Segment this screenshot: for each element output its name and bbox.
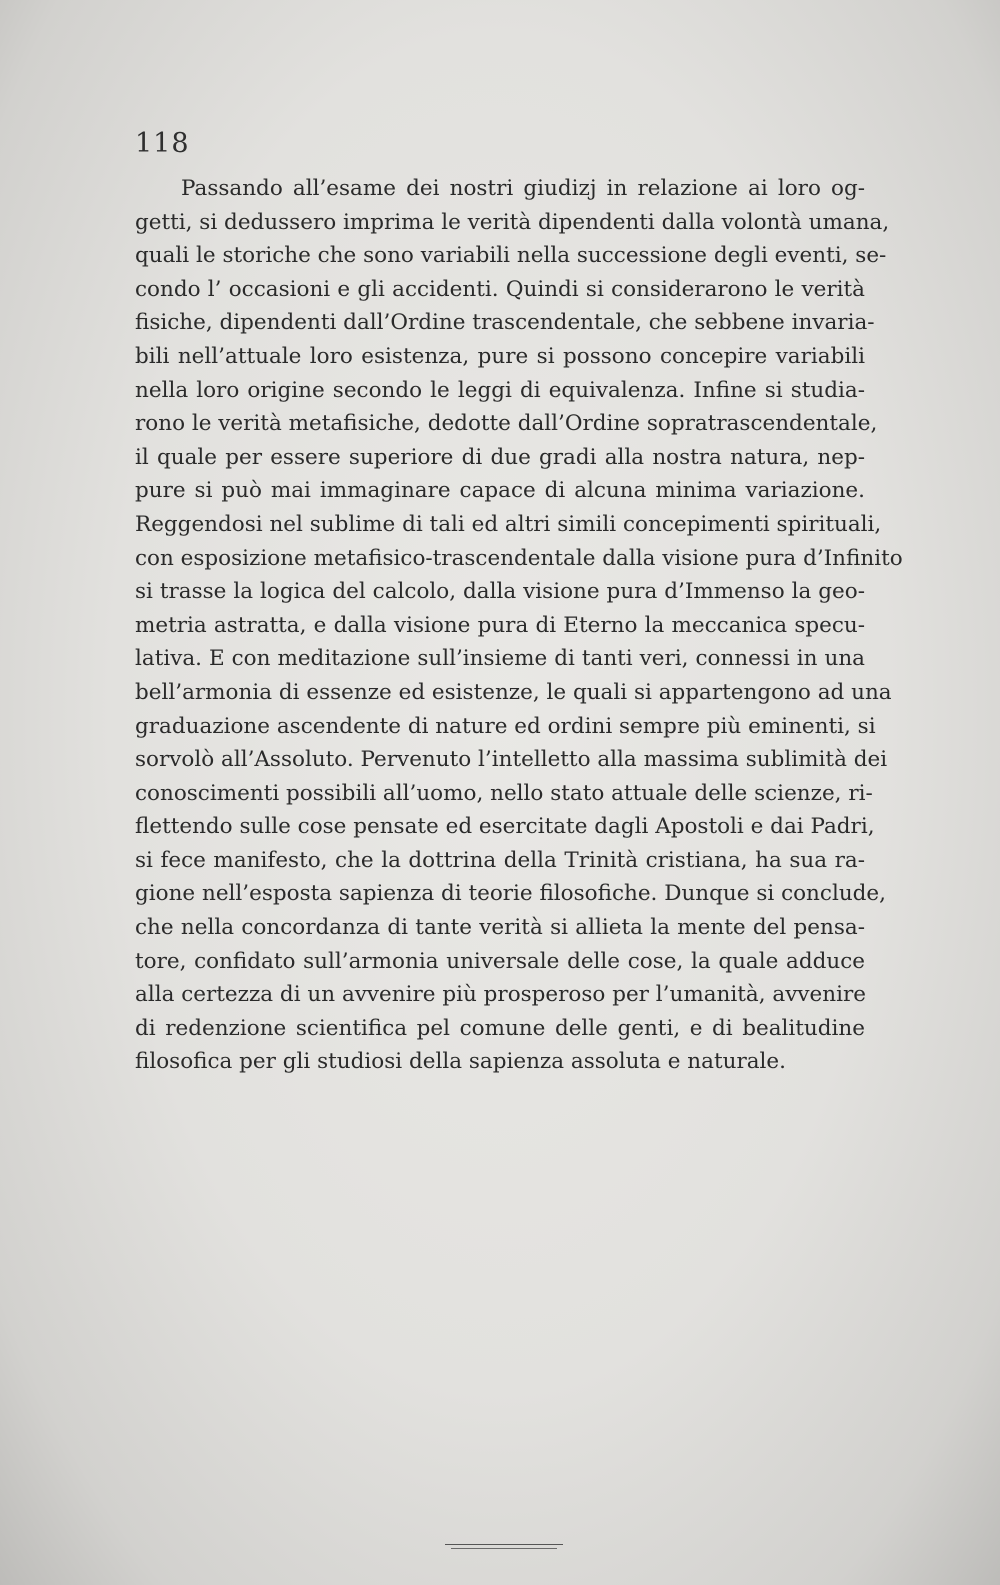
text-line: sorvolò all’Assoluto. Pervenuto l’intelletto alla massima sublimità dei xyxy=(135,747,888,773)
text-line: pure si può mai immaginare capace di alcuna minima variazione. xyxy=(135,478,865,504)
text-line: di redenzione scientifica pel comune delle genti, e di bealitudine xyxy=(135,1015,865,1041)
page-number: 118 xyxy=(135,128,190,159)
text-line: fisiche, dipendenti dall’Ordine trascendentale, che sebbene invaria- xyxy=(135,310,875,336)
text-line: tore, confidato sull’armonia universale delle cose, la quale adduce xyxy=(135,948,865,974)
section-end-rule xyxy=(445,1544,563,1545)
text-line: Passando all’esame dei nostri giudizj in relazione ai loro og- xyxy=(181,176,865,201)
text-line: nella loro origine secondo le leggi di equivalenza. Infine si studia- xyxy=(135,377,865,403)
text-line: condo l’ occasioni e gli accidenti. Quindi si considerarono le verità xyxy=(135,276,865,302)
text-line: bili nell’attuale loro esistenza, pure si possono concepire variabili xyxy=(135,343,865,369)
text-line: metria astratta, e dalla visione pura di Eterno la meccanica specu- xyxy=(135,612,865,638)
text-line: flettendo sulle cose pensate ed esercitate dagli Apostoli e dai Padri, xyxy=(135,814,875,840)
text-line: getti, si dedussero imprima le verità dipendenti dalla volontà umana, xyxy=(135,209,890,235)
text-line: bell’armonia di essenze ed esistenze, le quali si appartengono ad una xyxy=(135,679,892,705)
text-line: si trasse la logica del calcolo, dalla visione pura d’Immenso la geo- xyxy=(135,579,865,605)
text-line: graduazione ascendente di nature ed ordini sempre più eminenti, si xyxy=(135,713,876,739)
text-line: filosofica per gli studiosi della sapienza assoluta e naturale. xyxy=(135,1049,786,1075)
text-line: con esposizione metafisico-trascendentale dalla visione pura d’Infinito xyxy=(135,545,903,571)
text-line: rono le verità metafisiche, dedotte dall’Ordine sopratrascendentale, xyxy=(135,411,878,437)
text-line: conoscimenti possibili all’uomo, nello stato attuale delle scienze, ri- xyxy=(135,780,873,806)
text-line: lativa. E con meditazione sull’insieme di tanti veri, connessi in una xyxy=(135,646,865,672)
text-line: gione nell’esposta sapienza di teorie filosofiche. Dunque si conclude, xyxy=(135,881,886,907)
text-line: che nella concordanza di tante verità si allieta la mente del pensa- xyxy=(135,915,865,941)
text-line: quali le storiche che sono variabili nella successione degli eventi, se- xyxy=(135,243,887,269)
text-line: si fece manifesto, che la dottrina della Trinità cristiana, ha sua ra- xyxy=(135,847,865,873)
text-line: il quale per essere superiore di due gradi alla nostra natura, nep- xyxy=(135,444,865,470)
text-line: Reggendosi nel sublime di tali ed altri simili concepimenti spirituali, xyxy=(135,511,882,537)
body-paragraph xyxy=(135,172,903,1079)
text-line: alla certezza di un avvenire più prosperoso per l’umanità, avvenire xyxy=(135,982,866,1008)
